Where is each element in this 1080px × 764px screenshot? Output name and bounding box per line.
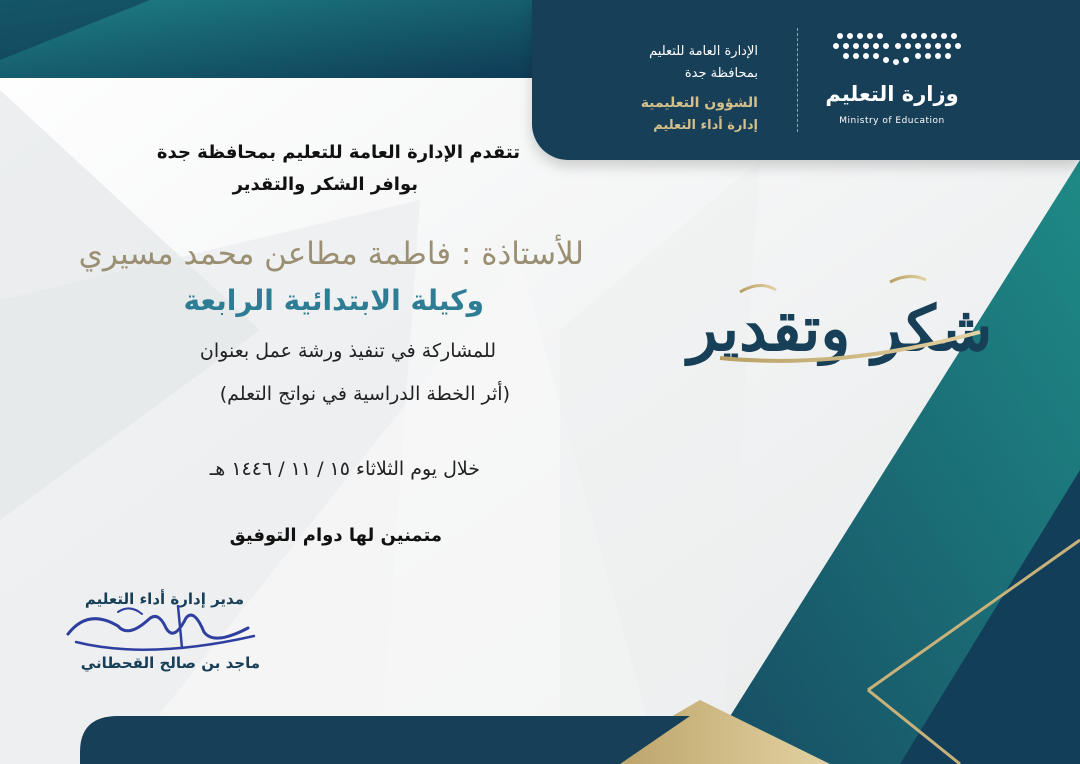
- recipient-name: للأستاذة : فاطمة مطاعن محمد مسيري: [78, 236, 584, 272]
- thanks-calligraphy: [680, 262, 1000, 372]
- admin-line-4: إدارة أداء التعليم: [653, 118, 758, 133]
- ministry-logo-icon: [832, 30, 962, 72]
- handwritten-signature-icon: [58, 598, 258, 658]
- wishes-text: متمنين لها دوام التوفيق: [229, 525, 442, 546]
- signatory-name: ماجد بن صالح القحطاني: [80, 654, 260, 672]
- intro-line-1: تتقدم الإدارة العامة للتعليم بمحافظة جدة: [156, 142, 520, 163]
- ministry-name-english: Ministry of Education: [839, 116, 945, 126]
- admin-line-1: الإدارة العامة للتعليم: [649, 44, 758, 59]
- header-divider: [797, 28, 799, 132]
- admin-line-2: بمحافظة جدة: [684, 66, 758, 81]
- intro-line-2: بوافر الشكر والتقدير: [232, 174, 418, 195]
- admin-line-3: الشؤون التعليمية: [640, 95, 758, 111]
- date-line: خلال يوم الثلاثاء ١٥ / ١١ / ١٤٤٦ هـ: [209, 458, 480, 480]
- ministry-name-arabic: وزارة التعليم: [825, 82, 959, 106]
- signatory-title: مدير إدارة أداء التعليم: [84, 590, 244, 608]
- calligraphy-text: شكر وتقدير: [687, 292, 993, 365]
- workshop-title: (أثر الخطة الدراسية في نواتج التعلم): [219, 383, 510, 405]
- participation-text: للمشاركة في تنفيذ ورشة عمل بعنوان: [199, 340, 496, 362]
- header-panel: [532, 0, 1080, 160]
- recipient-position: وكيلة الابتدائية الرابعة: [183, 284, 484, 317]
